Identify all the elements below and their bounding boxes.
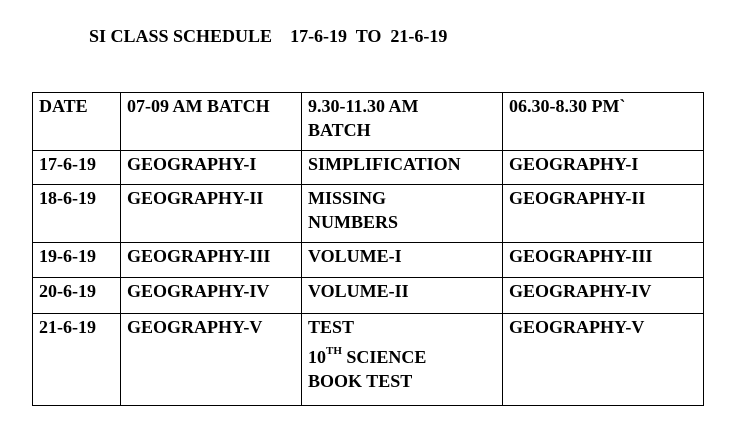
cell-midday: MISSING NUMBERS bbox=[302, 185, 503, 243]
table-row bbox=[33, 243, 704, 278]
cell-morning: GEOGRAPHY-V bbox=[121, 314, 302, 406]
cell-morning: GEOGRAPHY-II bbox=[121, 185, 302, 243]
cell-evening: GEOGRAPHY-I bbox=[503, 151, 704, 185]
table-row bbox=[33, 151, 704, 185]
cell-morning: GEOGRAPHY-I bbox=[121, 151, 302, 185]
cell-date: 18-6-19 bbox=[33, 185, 121, 243]
header-batch-evening: 06.30-8.30 PM` bbox=[503, 93, 704, 151]
cell-date: 20-6-19 bbox=[33, 278, 121, 314]
cell-morning: GEOGRAPHY-III bbox=[121, 243, 302, 278]
cell-evening: GEOGRAPHY-II bbox=[503, 185, 704, 243]
cell-evening: GEOGRAPHY-V bbox=[503, 314, 704, 406]
cell-date: 21-6-19 bbox=[33, 314, 121, 406]
header-batch-midday: 9.30-11.30 AM BATCH bbox=[302, 93, 503, 151]
cell-midday: TEST 10TH SCIENCE BOOK TEST bbox=[302, 314, 503, 406]
table-row bbox=[33, 185, 704, 243]
table-row bbox=[33, 314, 704, 406]
cell-midday: SIMPLIFICATION bbox=[302, 151, 503, 185]
header-date: DATE bbox=[33, 93, 121, 151]
science-test-line: 10TH SCIENCE bbox=[308, 345, 427, 367]
page-title: SI CLASS SCHEDULE 17-6-19 TO 21-6-19 bbox=[89, 26, 448, 46]
header-batch-morning: 07-09 AM BATCH bbox=[121, 93, 302, 151]
cell-morning: GEOGRAPHY-IV bbox=[121, 278, 302, 314]
cell-midday: VOLUME-I bbox=[302, 243, 503, 278]
table-row bbox=[33, 278, 704, 314]
cell-date: 17-6-19 bbox=[33, 151, 121, 185]
cell-evening: GEOGRAPHY-III bbox=[503, 243, 704, 278]
schedule-table bbox=[32, 92, 704, 406]
cell-date: 19-6-19 bbox=[33, 243, 121, 278]
table-header-row bbox=[33, 93, 704, 151]
cell-evening: GEOGRAPHY-IV bbox=[503, 278, 704, 314]
cell-midday: VOLUME-II bbox=[302, 278, 503, 314]
